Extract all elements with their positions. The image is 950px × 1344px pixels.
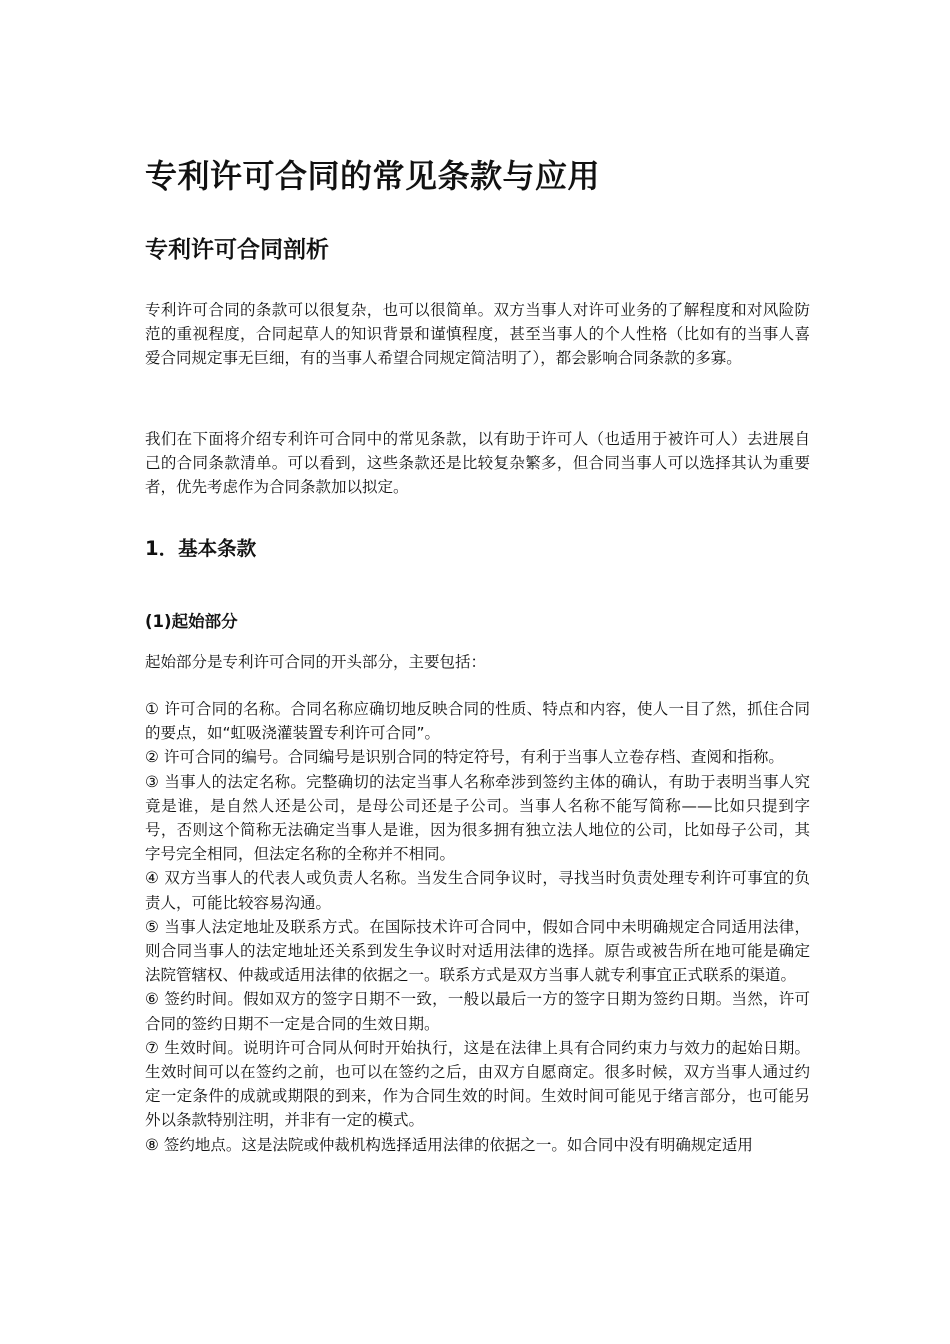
- paragraph-opening-intro: 起始部分是专利许可合同的开头部分，主要包括：: [145, 653, 487, 671]
- list-item: ⑧ 签约地点。这是法院或仲裁机构选择适用法律的依据之一。如合同中没有明确规定适用: [145, 1135, 753, 1154]
- paragraph-introduction: 我们在下面将介绍专利许可合同中的常见条款，以有助于许可人（也适用于被许可人）去进展自己的合同条款清单。可以看到，这些条款还是比较复杂繁多，但合同当事人可以选择其认为重要者，优先考虑作为合同条款加以拟定。: [145, 430, 810, 497]
- heading-basic-clauses: 1．基本条款: [145, 537, 257, 560]
- list-item: ③ 当事人的法定名称。完整确切的法定当事人名称牵涉到签约主体的确认，有助于表明当事人究竟是谁，是自然人还是公司，是母公司还是子公司。当事人名称不能写简称——比如只提到字号，否则这个简称无法确定当事人是谁，因为很多拥有独立法人地位的公司，比如母子公司，其字号完全相同，但法定名称的全称并不相同。: [145, 772, 810, 864]
- list-item: ⑤ 当事人法定地址及联系方式。在国际技术许可合同中，假如合同中未明确规定合同适用法律，则合同当事人的法定地址还关系到发生争议时对适用法律的选择。原告或被告所在地可能是确定法院管辖权、仲裁或适用法律的依据之一。联系方式是双方当事人就专利事宜正式联系的渠道。: [145, 917, 810, 985]
- document-title: 专利许可合同的常见条款与应用: [145, 157, 601, 195]
- list-item: ⑥ 签约时间。假如双方的签字日期不一致，一般以最后一方的签字日期为签约日期。当然，许可合同的签约日期不一定是合同的生效日期。: [145, 990, 810, 1033]
- paragraph-overview: 专利许可合同的条款可以很复杂，也可以很简单。双方当事人对许可业务的了解程度和对风险防范的重视程度，合同起草人的知识背景和谨慎程度，甚至当事人的个人性格（比如有的当事人喜爱合同规定事无巨细，有的当事人希望合同规定简洁明了），都会影响合同条款的多寡。: [145, 301, 810, 368]
- heading-opening-section: (1)起始部分: [145, 612, 238, 631]
- section-title: 专利许可合同剖析: [145, 237, 329, 263]
- clause-item-list: [145, 697, 810, 1157]
- list-item: ④ 双方当事人的代表人或负责人名称。当发生合同争议时，寻找当时负责处理专利许可事宜的负责人，可能比较容易沟通。: [145, 869, 810, 912]
- list-item: ① 许可合同的名称。合同名称应确切地反映合同的性质、特点和内容，使人一目了然，抓住合同的要点，如“虹吸浇灌装置专利许可合同”。: [145, 700, 810, 743]
- list-item: ② 许可合同的编号。合同编号是识别合同的特定符号，有利于当事人立卷存档、查阅和指称。: [145, 748, 784, 767]
- list-item: ⑦ 生效时间。说明许可合同从何时开始执行，这是在法律上具有合同约束力与效力的起始日期。生效时间可以在签约之前，也可以在签约之后，由双方自愿商定。很多时候，双方当事人通过约定一定条件的成就或期限的到来，作为合同生效的时间。生效时间可能见于绪言部分，也可能另外以条款特别注明，并非有一定的模式。: [145, 1038, 810, 1130]
